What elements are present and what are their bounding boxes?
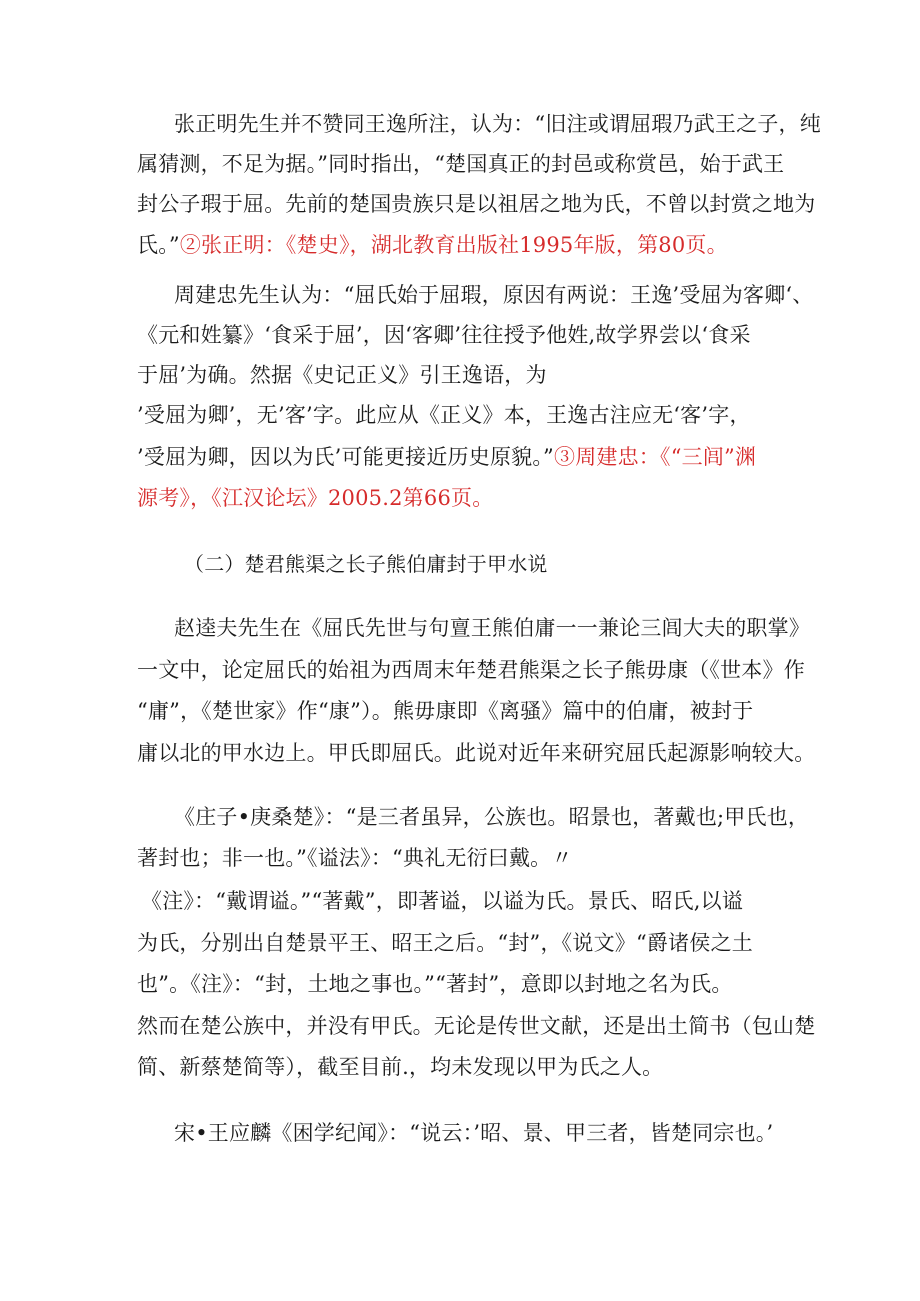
para3-line2: 一文中，论定屈氏的始祖为西周末年楚君熊渠之长子熊毋康（《世本》作 xyxy=(137,658,805,682)
para3-line1: 赵逵夫先生在《屈氏先世与句亶王熊伯庸一一兼论三闾大夫的职掌》 xyxy=(174,616,810,640)
para5-line1: 宋•王应麟《困学纪闻》：“说云：’昭、景、甲三者，皆楚同宗也。’ xyxy=(174,1121,774,1145)
para2-line2: 《元和姓纂》‘食采于屈’，因‘客卿’往往授予他姓,故学界尝以‘食采 xyxy=(137,323,751,347)
para4-line3: 《注》：“戴谓谥。”“著戴”，即著谥，以谥为氏。景氏、昭氏,以谥 xyxy=(141,889,744,913)
para4-line5: 也”。《注》：“封，土地之事也。”“著封”，意即以封地之名为氏。 xyxy=(137,972,733,996)
footnote-zhou-jianzhong-cont: 源考》，《江汉论坛》2005.2第66页。 xyxy=(137,486,494,510)
para1-line4 xyxy=(137,231,728,259)
footnote-zhou-jianzhong: ③周建忠：《“三闾”渊 xyxy=(554,445,757,469)
para4-line7: 简、新蔡楚简等），截至目前.，均未发现以甲为氏之人。 xyxy=(137,1055,664,1079)
para1-line4-text: 氏。” xyxy=(137,233,180,257)
para3-line4: 庸以北的甲水边上。甲氏即屈氏。此说对近年来研究屈氏起源影响较大。 xyxy=(137,741,816,765)
para2-line5 xyxy=(137,443,756,471)
para4-line2: 著封也；非一也。”《谥法》：“典礼无衍曰戴。〃 xyxy=(137,846,573,870)
para1-line3: 封公子瑕于屈。先前的楚国贵族只是以祖居之地为氏，不曾以封赏之地为 xyxy=(137,192,816,216)
para1-line2: 属猜测，不足为据。”同时指出，“楚国真正的封邑或称赏邑，始于武王 xyxy=(137,152,785,176)
footnote-zhang-zhengming: ②张正明：《楚史》，湖北教育出版社1995年版，第80页。 xyxy=(179,233,728,257)
para3-line3: “庸”，《楚世家》作“康”）。熊毋康即《离骚》篇中的伯庸，被封于 xyxy=(137,699,754,723)
section-heading: （二）楚君熊渠之长子熊伯庸封于甲水说 xyxy=(184,552,548,576)
para2-line5-text: ’受屈为卿，因以为氏’可能更接近历史原貌。” xyxy=(137,445,554,469)
para1-line1: 张正明先生并不赞同王逸所注，认为：“旧注或谓屈瑕乃武王之子，纯 xyxy=(174,112,821,136)
para4-line6: 然而在楚公族中，并没有甲氏。无论是传世文献，还是出土简书（包山楚 xyxy=(137,1014,816,1038)
para2-line3: 于屈’为确。然据《史记正义》引王逸语，为 xyxy=(137,363,547,387)
para2-line4: ’受屈为卿’，无’客’字。此应从《正义》本，王逸古注应无‘客’字， xyxy=(137,403,751,427)
para4-line4: 为氏，分别出自楚景平王、昭王之后。“封”，《说文》“爵诸侯之土 xyxy=(137,931,753,955)
para4-line1: 《庄子•庚桑楚》：“是三者虽异，公族也。昭景也，著戴也;甲氏也， xyxy=(174,805,810,829)
para2-line1: 周建忠先生认为：“屈氏始于屈瑕，原因有两说：王逸’受屈为客卿‘、 xyxy=(174,283,814,307)
